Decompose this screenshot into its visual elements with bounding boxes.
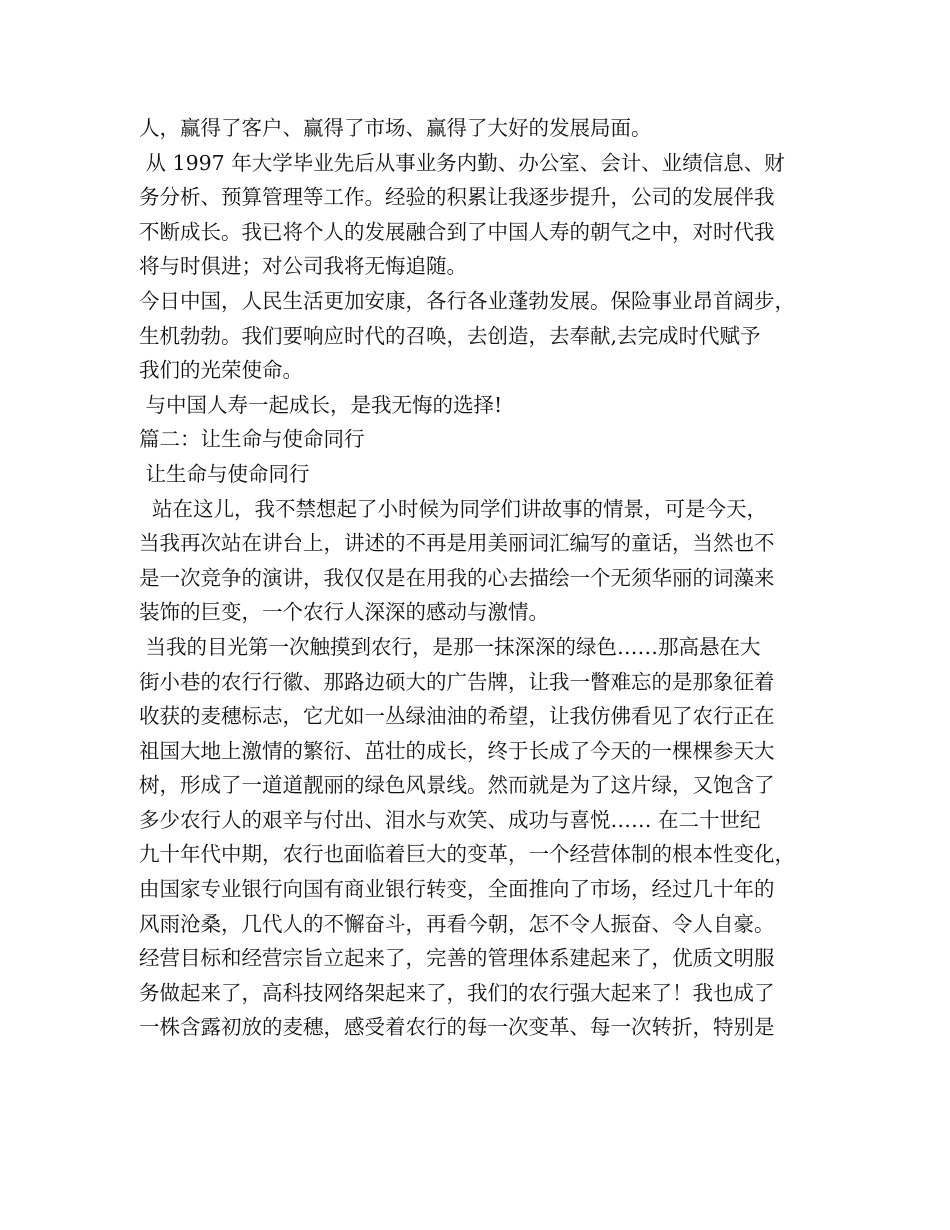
text-line: 不断成长。我已将个人的发展融合到了中国人寿的朝气之中，对时代我	[139, 219, 775, 244]
text-line: 经营目标和经营宗旨立起来了，完善的管理体系建起来了，优质文明服	[139, 946, 775, 971]
text-line: 务做起来了，高科技网络架起来了，我们的农行强大起来了！我也成了	[139, 980, 775, 1005]
text-line: 由国家专业银行向国有商业银行转变，全面推向了市场，经过几十年的	[139, 877, 775, 902]
text-line: 多少农行人的艰辛与付出、泪水与欢笑、成功与喜悦…… 在二十世纪	[139, 807, 761, 832]
text-line: 街小巷的农行行徽、那路边硕大的广告牌，让我一瞥难忘的是那象征着	[139, 669, 775, 694]
text-line: 将与时俱进；对公司我将无悔追随。	[139, 254, 467, 279]
text-line: 当我再次站在讲台上，讲述的不再是用美丽词汇编写的童话，当然也不	[139, 531, 775, 556]
text-line: 装饰的巨变，一个农行人深深的感动与激情。	[139, 600, 549, 625]
text-line: 与中国人寿一起成长，是我无悔的选择!	[139, 392, 503, 417]
text-line: 是一次竞争的演讲，我仅仅是在用我的心去描绘一个无须华丽的词藻来	[139, 565, 775, 590]
text-line: 树，形成了一道道靓丽的绿色风景线。然而就是为了这片绿，又饱含了	[139, 773, 775, 798]
text-line: 风雨沧桑，几代人的不懈奋斗，再看今朝，怎不令人振奋、令人自豪。	[139, 911, 775, 936]
section-title: 让生命与使命同行	[139, 461, 310, 486]
text-line: 一株含露初放的麦穗，感受着农行的每一次变革、每一次转折，特别是	[139, 1015, 775, 1040]
text-line: 收获的麦穗标志，它尤如一丛绿油油的希望，让我仿佛看见了农行正在	[139, 704, 775, 729]
text-line: 人，赢得了客户、赢得了市场、赢得了大好的发展局面。	[139, 116, 652, 140]
text-line: 我们的光荣使命。	[139, 358, 303, 383]
text-line: 九十年代中期，农行也面临着巨大的变革，一个经营体制的根本性变化，	[139, 842, 795, 867]
text-line: 祖国大地上激情的繁衍、茁壮的成长，终于长成了今天的一棵棵参天大	[139, 738, 775, 763]
text-line: 今日中国，人民生活更加安康，各行各业蓬勃发展。保险事业昂首阔步，	[139, 288, 795, 313]
text-line: 生机勃勃。我们要响应时代的召唤，去创造，去奉献,去完成时代赋予	[139, 323, 761, 348]
text-line: 从 1997 年大学毕业先后从事业务内勤、办公室、会计、业绩信息、财	[139, 150, 785, 175]
text-line: 务分析、预算管理等工作。经验的积累让我逐步提升，公司的发展伴我	[139, 185, 775, 210]
body-text	[139, 111, 829, 1045]
section-heading: 篇二：让生命与使命同行	[139, 427, 365, 452]
text-line: 当我的目光第一次触摸到农行，是那一抹深深的绿色……那高悬在大	[139, 634, 761, 659]
text-line: 站在这儿，我不禁想起了小时候为同学们讲故事的情景，可是今天，	[139, 496, 768, 521]
